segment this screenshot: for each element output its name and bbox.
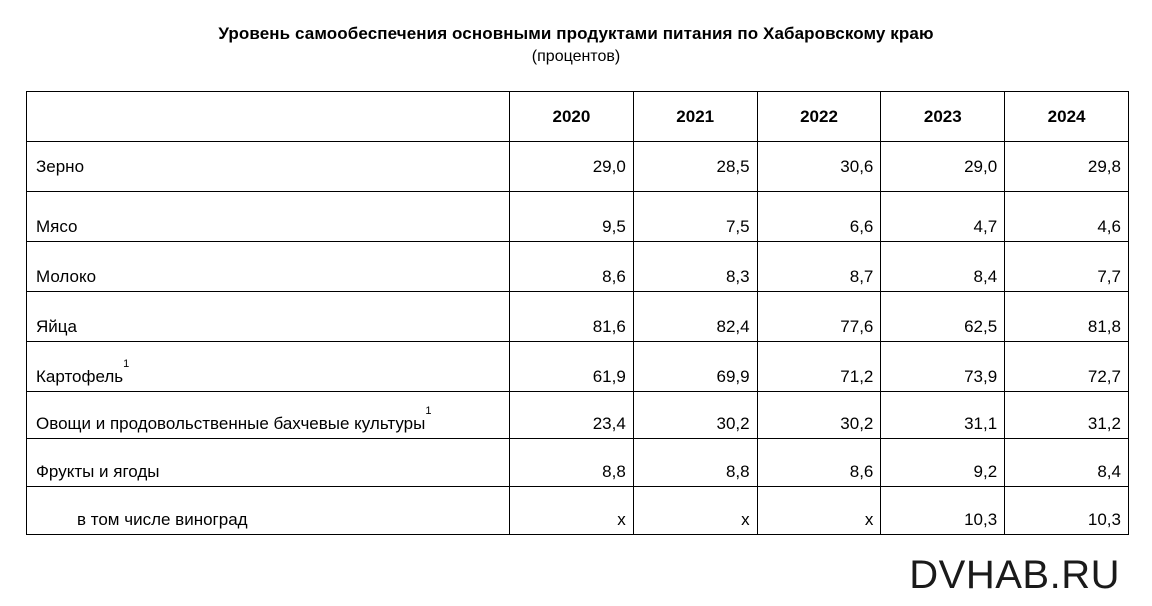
value-cell: 8,4 xyxy=(1005,439,1129,487)
value-cell: 61,9 xyxy=(510,342,634,392)
value-cell: 8,6 xyxy=(510,242,634,292)
row-label xyxy=(27,439,510,487)
value-cell: 30,2 xyxy=(633,392,757,439)
value-cell: 9,2 xyxy=(881,439,1005,487)
row-label xyxy=(27,292,510,342)
value-cell: 29,8 xyxy=(1005,142,1129,192)
value-cell: 10,3 xyxy=(1005,487,1129,535)
value-cell: 30,2 xyxy=(757,392,881,439)
page-title: Уровень самообеспечения основными продуктами питания по Хабаровскому краю xyxy=(218,24,934,43)
row-label-text: Мясо xyxy=(36,217,78,236)
table-header-row xyxy=(27,92,1129,142)
row-label-text: Яйца xyxy=(36,317,77,336)
table-row xyxy=(27,192,1129,242)
footnote-marker: 1 xyxy=(425,405,432,417)
value-cell: 7,5 xyxy=(633,192,757,242)
value-cell: 81,6 xyxy=(510,292,634,342)
row-label xyxy=(27,487,510,535)
value-cell: 28,5 xyxy=(633,142,757,192)
row-label-text: в том числе виноград xyxy=(77,510,248,529)
table-row xyxy=(27,292,1129,342)
value-cell: 9,5 xyxy=(510,192,634,242)
value-cell: x xyxy=(757,487,881,535)
header-year: 2023 xyxy=(881,92,1005,142)
header-label-cell xyxy=(27,92,510,142)
row-label xyxy=(27,342,510,392)
value-cell: x xyxy=(633,487,757,535)
row-label xyxy=(27,192,510,242)
value-cell: 4,6 xyxy=(1005,192,1129,242)
value-cell: 10,3 xyxy=(881,487,1005,535)
value-cell: 7,7 xyxy=(1005,242,1129,292)
value-cell: 29,0 xyxy=(881,142,1005,192)
page-subtitle: (процентов) xyxy=(531,48,621,65)
value-cell: 69,9 xyxy=(633,342,757,392)
header-year: 2021 xyxy=(633,92,757,142)
value-cell: 73,9 xyxy=(881,342,1005,392)
row-label xyxy=(27,242,510,292)
row-label xyxy=(27,142,510,192)
table-row xyxy=(27,487,1129,535)
row-label-text: Картофель xyxy=(36,367,124,386)
value-cell: 71,2 xyxy=(757,342,881,392)
value-cell: 8,6 xyxy=(757,439,881,487)
value-cell: 8,8 xyxy=(633,439,757,487)
value-cell: 72,7 xyxy=(1005,342,1129,392)
header-year: 2022 xyxy=(757,92,881,142)
header-year: 2024 xyxy=(1005,92,1129,142)
value-cell: 6,6 xyxy=(757,192,881,242)
value-cell: 82,4 xyxy=(633,292,757,342)
self-sufficiency-table xyxy=(26,91,1129,535)
table-row xyxy=(27,392,1129,439)
value-cell: 29,0 xyxy=(510,142,634,192)
value-cell: 31,1 xyxy=(881,392,1005,439)
table-row xyxy=(27,242,1129,292)
row-label-text: Фрукты и ягоды xyxy=(36,462,160,481)
value-cell: 23,4 xyxy=(510,392,634,439)
header-year: 2020 xyxy=(510,92,634,142)
value-cell: 31,2 xyxy=(1005,392,1129,439)
value-cell: 62,5 xyxy=(881,292,1005,342)
footnote-marker: 1 xyxy=(123,358,130,370)
value-cell: 30,6 xyxy=(757,142,881,192)
value-cell: x xyxy=(510,487,634,535)
table-row xyxy=(27,342,1129,392)
value-cell: 8,7 xyxy=(757,242,881,292)
value-cell: 77,6 xyxy=(757,292,881,342)
watermark-logo: DVHAB.RU xyxy=(909,553,1120,597)
value-cell: 8,4 xyxy=(881,242,1005,292)
row-label-text: Зерно xyxy=(36,157,85,176)
table-row xyxy=(27,142,1129,192)
row-label-text: Овощи и продовольственные бахчевые культуры xyxy=(36,414,426,433)
row-label xyxy=(27,392,510,439)
value-cell: 4,7 xyxy=(881,192,1005,242)
value-cell: 8,8 xyxy=(510,439,634,487)
table-row xyxy=(27,439,1129,487)
row-label-text: Молоко xyxy=(36,267,97,286)
value-cell: 8,3 xyxy=(633,242,757,292)
value-cell: 81,8 xyxy=(1005,292,1129,342)
